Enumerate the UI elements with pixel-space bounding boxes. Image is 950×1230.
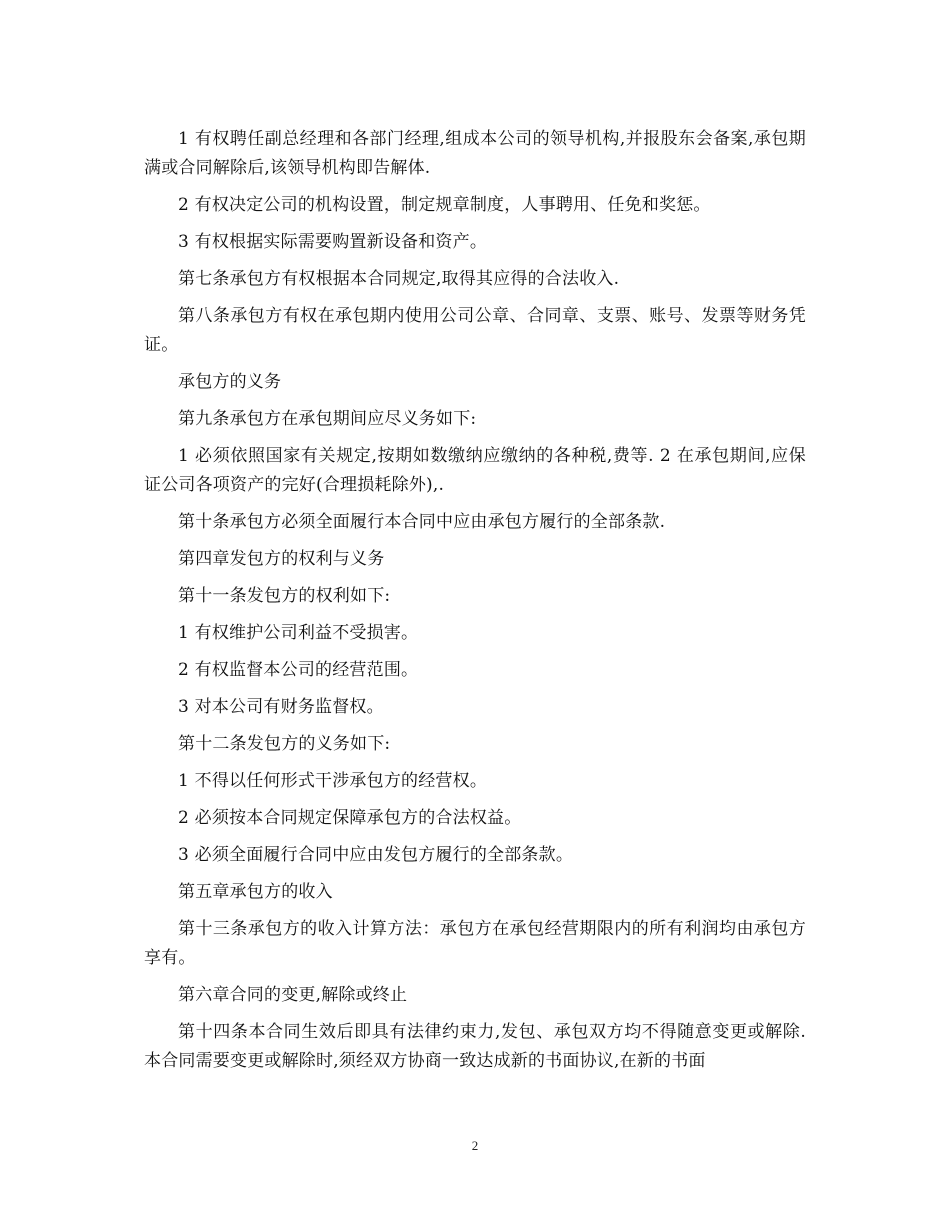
article-9-items: 1 必须依照国家有关规定,按期如数缴纳应缴纳的各种税,费等. 2 在承包期间,应保证公司各项资产的完好(合理损耗除外),. [144,446,806,495]
article-11-item-3: 3 对本公司有财务监督权。 [178,697,384,717]
chapter-6-heading: 第六章合同的变更,解除或终止 [178,985,408,1005]
paragraph-2: 2 有权决定公司的机构设置，制定规章制度，人事聘用、任免和奖惩。 [178,195,711,215]
article-12-item-2: 2 必须按本合同规定保障承包方的合法权益。 [178,808,522,828]
article-13: 第十三条承包方的收入计算方法：承包方在承包经营期限内的所有利润均由承包方享有。 [144,919,806,968]
article-11: 第十一条发包方的权利如下: [178,586,391,606]
section-heading-contractor-obligations: 承包方的义务 [178,372,282,392]
article-10: 第十条承包方必须全面履行本合同中应由承包方履行的全部条款. [178,512,666,532]
paragraph-3: 3 有权根据实际需要购置新设备和资产。 [178,232,488,252]
chapter-5-heading: 第五章承包方的收入 [178,882,333,902]
article-8: 第八条承包方有权在承包期内使用公司公章、合同章、支票、账号、发票等财务凭证。 [144,306,806,355]
article-14: 第十四条本合同生效后即具有法律约束力,发包、承包双方均不得随意变更或解除.本合同需要变更或解除时,须经双方协商一致达成新的书面协议,在新的书面 [144,1022,806,1071]
article-7: 第七条承包方有权根据本合同规定,取得其应得的合法收入. [178,269,620,289]
article-9: 第九条承包方在承包期间应尽义务如下: [178,409,477,429]
article-12-item-3: 3 必须全面履行合同中应由发包方履行的全部条款。 [178,845,574,865]
article-12: 第十二条发包方的义务如下: [178,734,391,754]
article-11-item-2: 2 有权监督本公司的经营范围。 [178,660,419,680]
document-body [144,125,806,1084]
article-11-item-1: 1 有权维护公司利益不受损害。 [178,623,419,643]
paragraph-1: 1 有权聘任副总经理和各部门经理,组成本公司的领导机构,并报股东会备案,承包期满或合同解除后,该领导机构即告解体. [144,129,806,178]
page-number: 2 [471,1138,479,1153]
article-12-item-1: 1 不得以任何形式干涉承包方的经营权。 [178,771,488,791]
chapter-4-heading: 第四章发包方的权利与义务 [178,549,385,569]
